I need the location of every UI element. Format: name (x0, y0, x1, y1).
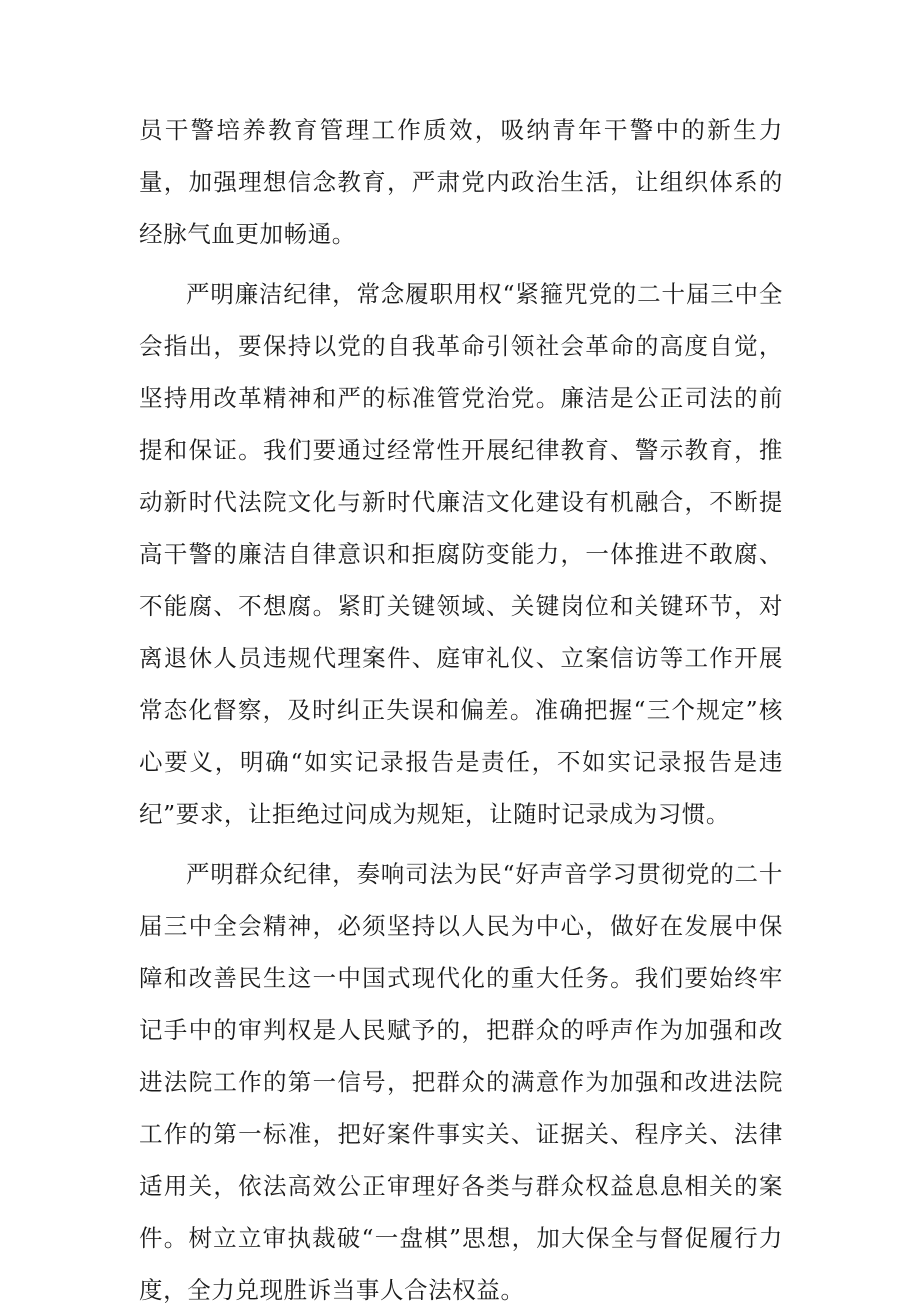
paragraph-continuation: 员干警培养教育管理工作质效，吸纳青年干警中的新生力量，加强理想信念教育，严肃党内政治生活，让组织体系的经脉气血更加畅通。 (139, 116, 783, 248)
paragraph-gap (139, 260, 783, 268)
paragraph-gap (139, 840, 783, 848)
document-body (139, 104, 783, 1316)
paragraph-integrity-discipline: 严明廉洁纪律，常念履职用权“紧箍咒党的二十届三中全会指出，要保持以党的自我革命引领社会革命的高度自觉，坚持用改革精神和严的标准管党治党。廉洁是公正司法的前提和保证。我们要通过经常性开展纪律教育、警示教育，推动新时代法院文化与新时代廉洁文化建设有机融合，不断提高干警的廉洁自律意识和拒腐防变能力，一体推进不敢腐、不能腐、不想腐。紧盯关键领域、关键岗位和关键环节，对离退休人员违规代理案件、庭审礼仪、立案信访等工作开展常态化督察，及时纠正失误和偏差。准确把握“三个规定”核心要义，明确“如实记录报告是责任，不如实记录报告是违纪”要求，让拒绝过问成为规矩，让随时记录成为习惯。 (139, 280, 783, 828)
paragraph-mass-discipline: 严明群众纪律，奏响司法为民“好声音学习贯彻党的二十届三中全会精神，必须坚持以人民为中心，做好在发展中保障和改善民生这一中国式现代化的重大任务。我们要始终牢记手中的审判权是人民赋予的，把群众的呼声作为加强和改进法院工作的第一信号，把群众的满意作为加强和改进法院工作的第一标准，把好案件事实关、证据关、程序关、法律适用关，依法高效公正审理好各类与群众权益息息相关的案件。树立立审执裁破“一盘棋”思想，加大保全与督促履行力度，全力兑现胜诉当事人合法权益。 (139, 860, 783, 1304)
